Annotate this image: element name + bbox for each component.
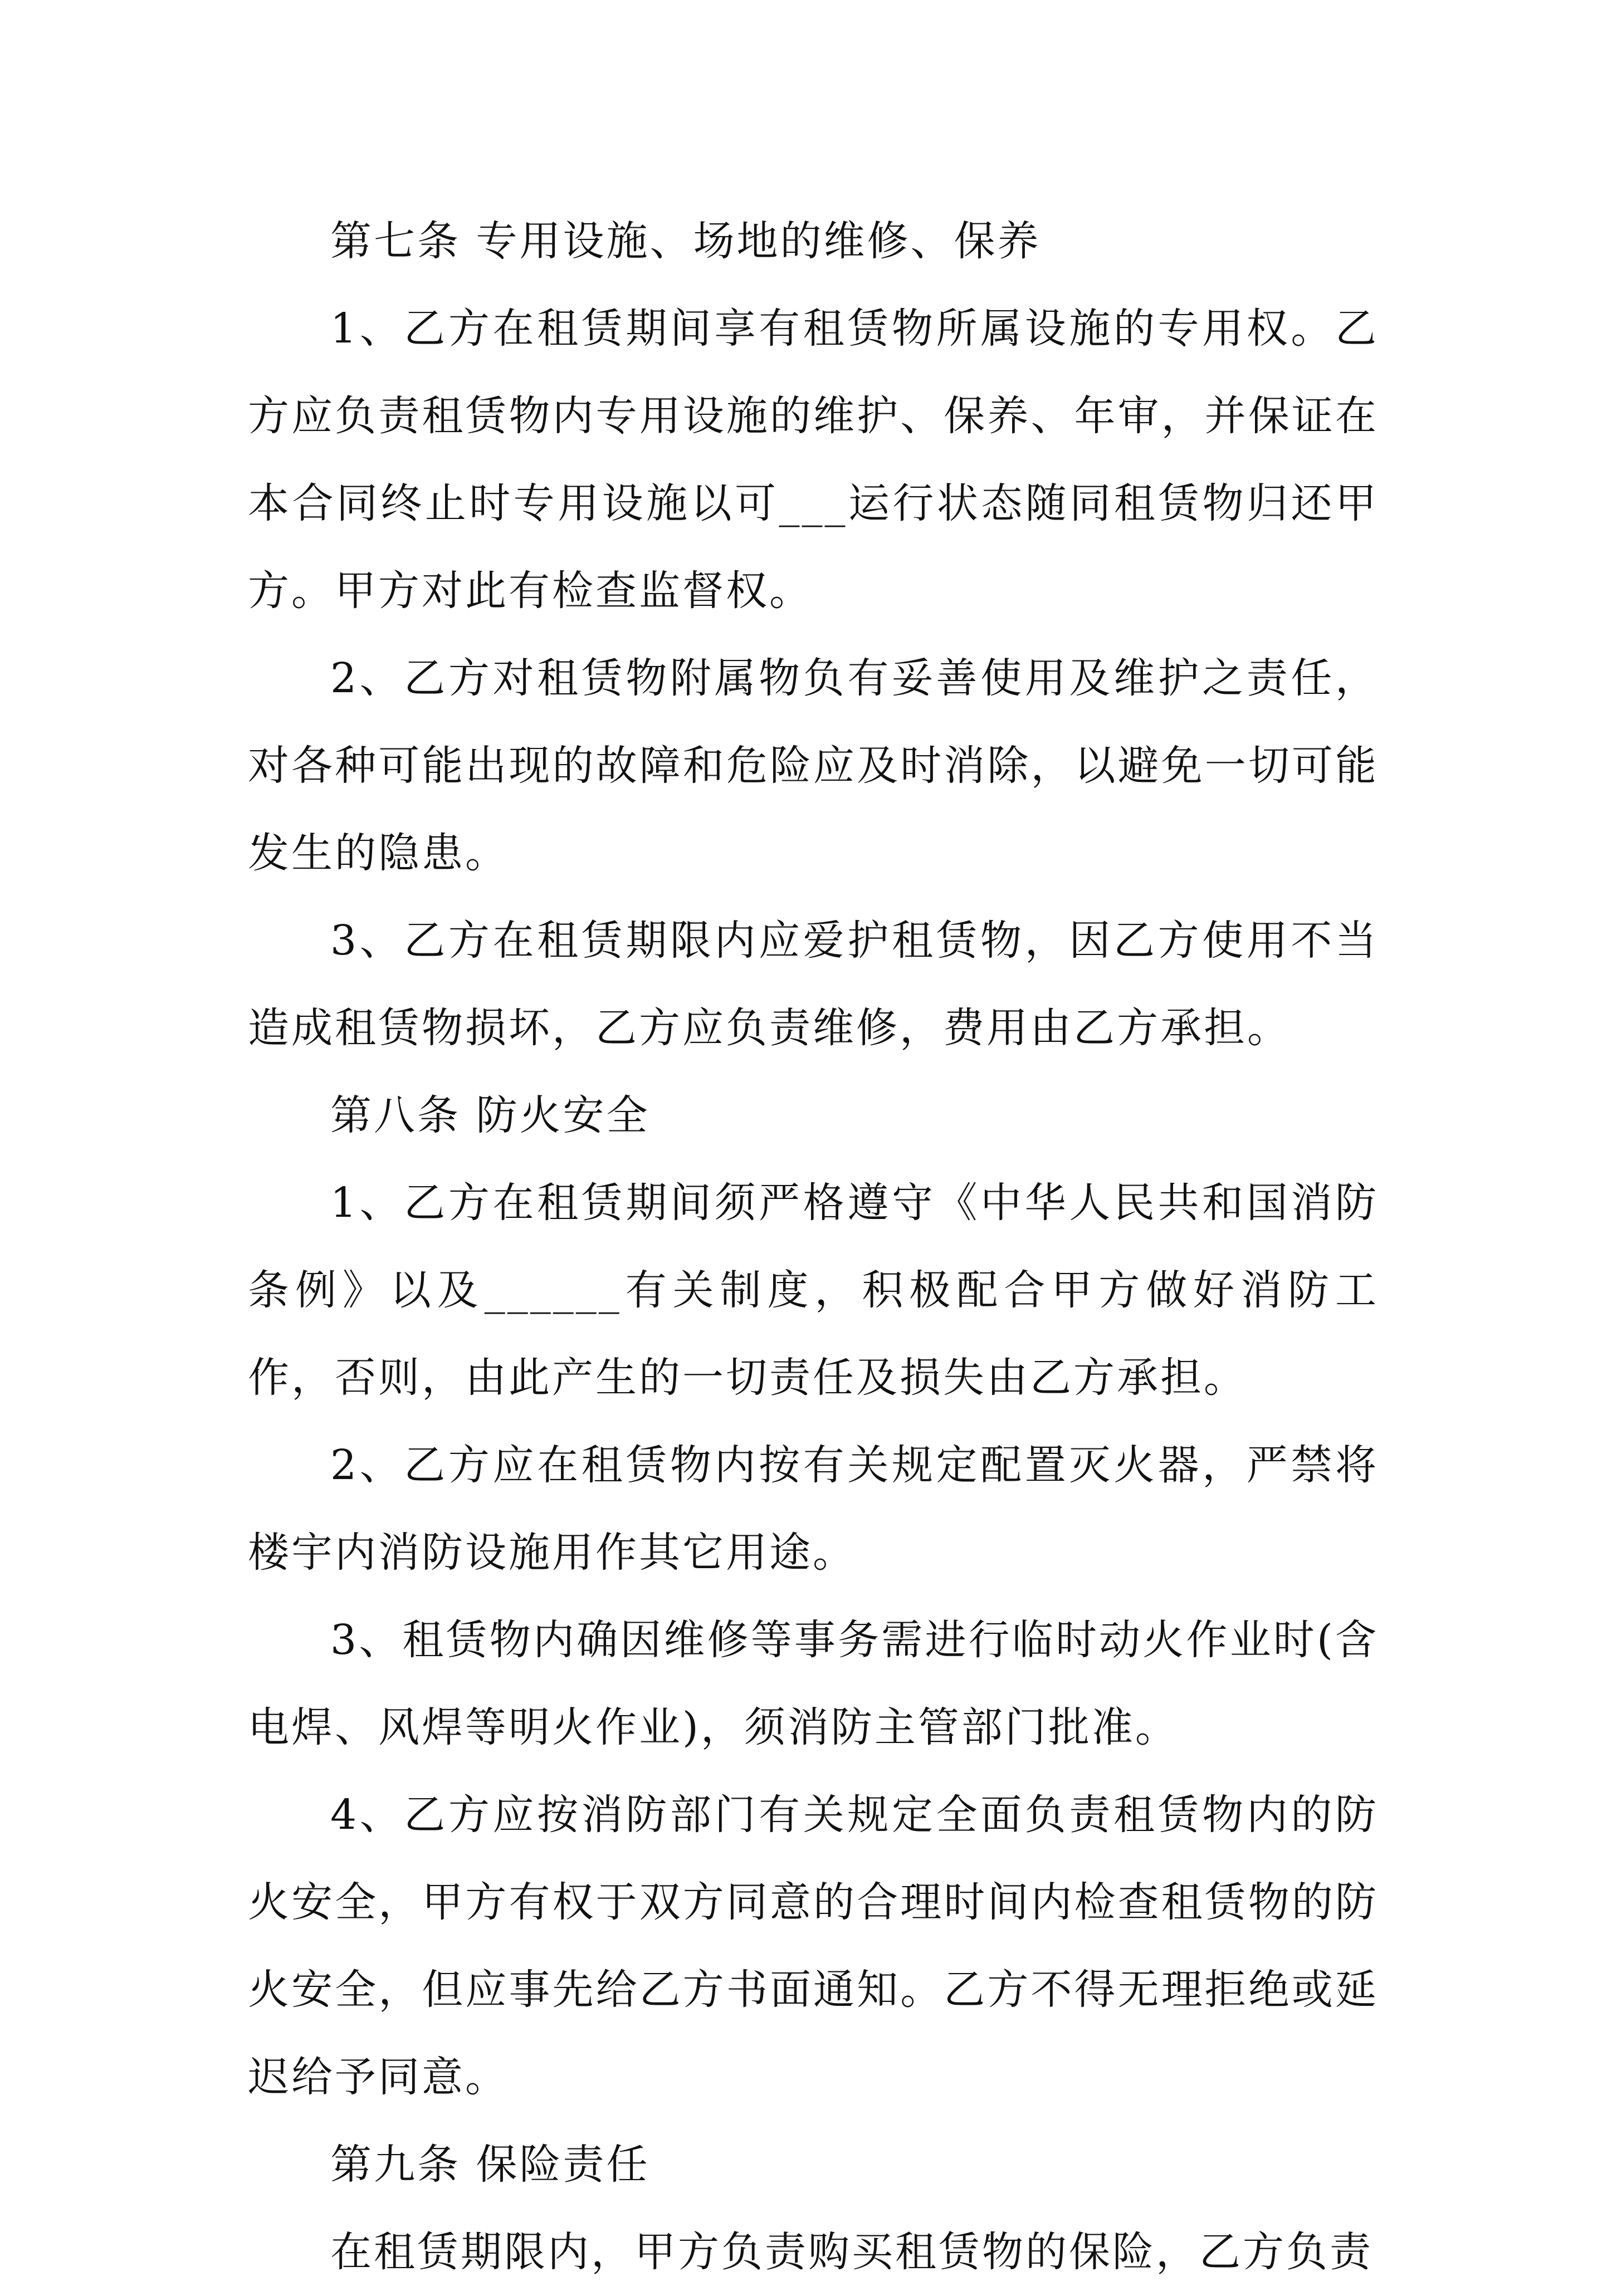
article-7-clause-2: 2、乙方对租赁物附属物负有妥善使用及维护之责任，对各种可能出现的故障和危险应及时消除，以避免一切可能发生的隐患。 <box>248 654 1379 877</box>
article-8-clause-3: 3、租赁物内确因维修等事务需进行临时动火作业时(含电焊、风焊等明火作业)，须消防主管部门批准。 <box>248 1616 1379 1751</box>
document-body <box>248 198 1379 2296</box>
article-7-heading: 第七条 专用设施、场地的维修、保养 <box>330 217 1041 265</box>
article-8-clause-4: 4、乙方应按消防部门有关规定全面负责租赁物内的防火安全，甲方有权于双方同意的合理时间内检查租赁物的防火安全，但应事先给乙方书面通知。乙方不得无理拒绝或延迟给予同意。 <box>248 1791 1379 2101</box>
article-8-clause-2: 2、乙方应在租赁物内按有关规定配置灭火器，严禁将楼宇内消防设施用作其它用途。 <box>248 1441 1379 1577</box>
article-8-heading: 第八条 防火安全 <box>330 1091 650 1139</box>
article-7-clause-3: 3、乙方在租赁期限内应爱护租赁物，因乙方使用不当造成租赁物损坏，乙方应负责维修，费用由乙方承担。 <box>248 917 1379 1052</box>
article-9-heading: 第九条 保险责任 <box>330 2141 650 2189</box>
article-9-paragraph: 在租赁期限内，甲方负责购买租赁物的保险，乙方负责 <box>330 2228 1373 2276</box>
article-8-clause-1: 1、乙方在租赁期间须严格遵守《中华人民共和国消防条例》以及______有关制度，积极配合甲方做好消防工作，否则，由此产生的一切责任及损失由乙方承担。 <box>248 1179 1379 1402</box>
article-7-clause-1: 1、乙方在租赁期间享有租赁物所属设施的专用权。乙方应负责租赁物内专用设施的维护、保养、年审，并保证在本合同终止时专用设施以可___运行状态随同租赁物归还甲方。甲方对此有检查监督权。 <box>248 305 1379 615</box>
